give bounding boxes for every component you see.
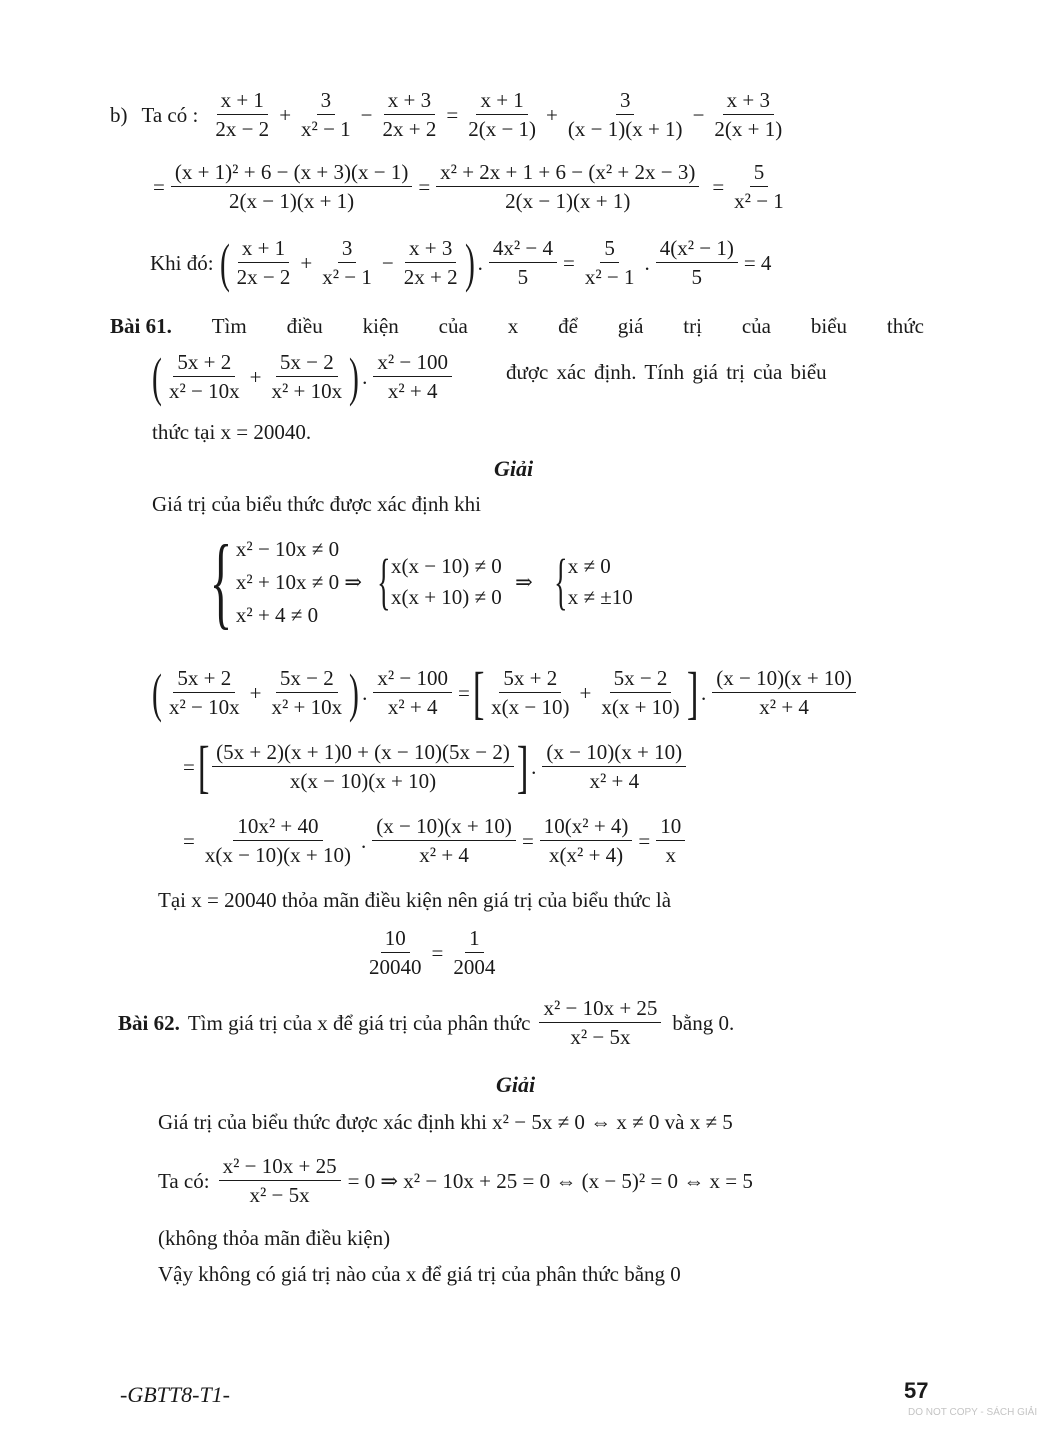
bai62-title: Bài 62. [118, 1010, 180, 1035]
fraction: $\frac{\text{10(x² + 4)}}{\text{x(x² + 4)}}$ [540, 816, 633, 866]
bai61-calc-line2: = [ $\frac{(5x + 2)(x + 1)0 + (x - 10)(5x - 2)}{x(x - 10)(x + 10)}$ ] . $\frac{(x - 10)(x + 10)}{\text{x² + 4}}$ [180, 738, 689, 796]
fraction: $\frac{5x + 2}{\text{x² − 10x}}$ [168, 666, 240, 719]
partb-intro: Ta có : [141, 102, 199, 127]
fraction: $\frac{5}{\text{x² − 1}}$ [734, 160, 784, 213]
system-1: { x² − 10x ≠ 0 x² + 10x ≠ 0 ⇒ x² + 4 ≠ 0 [209, 524, 362, 639]
bai61-condition-systems: { x² − 10x ≠ 0 x² + 10x ≠ 0 ⇒ x² + 4 ≠ 0 { x(x − 10) ≠ 0 x(x + 10) ≠ 0 ⇒ { x ≠ 0 x ≠ ±10 [196, 530, 633, 634]
bai62-equation: Ta có: $\frac{\text{x² − 10x + 25}}{\text{x² − 5x}}$ = 0 ⇒ x² − 10x + 25 = 0 ⇔ (x − 5)² = 0 ⇔ x = 5 [158, 1154, 753, 1207]
bai62-condition: Giá trị của biểu thức được xác định khi x² − 5x ≠ 0 ⇔ x ≠ 0 và x ≠ 5 [158, 1110, 733, 1134]
page-number: 57 [904, 1378, 929, 1403]
footer-book-code: -GBTT8-T1- [120, 1382, 231, 1407]
fraction: $\frac{\text{(x + 1)² + 6 − (x + 3)(x − 1)}}{2(x - 1)(x + 1)}$ [171, 162, 412, 212]
fraction: $\frac{3}{(x - 1)(x + 1)}$ [567, 88, 683, 141]
bai61-giai-heading: Giải [494, 456, 534, 481]
partb-line3: Khi đó: ( $\frac{x + 1}{2x - 2}$ + $\frac{3}{\text{x² − 1}}$ − $\frac{x + 3}{2x + 2}$ ) . $\frac{\text{4x² − 4}}{5}$ = $\frac{5}{\text{x² − 1}}$ . $\frac{\text{4(x² − 1)}}{5}$ = 4 [150, 233, 772, 293]
bai62-giai-heading: Giải [496, 1072, 536, 1097]
fraction: $\frac{x + 1}{2x - 2}$ [236, 236, 291, 289]
fraction: $\frac{\text{x² + 2x + 1 + 6 − (x² + 2x − 3)}}{2(x - 1)(x + 1)}$ [436, 162, 699, 212]
bai61-statement-line1: Bài 61. Tìm điều kiện của x để giá trị của biểu thức [110, 314, 924, 338]
fraction: $\frac{(x - 10)(x + 10)}{\text{x² + 4}}$ [372, 816, 516, 866]
fraction: $\frac{x + 3}{2x + 2}$ [403, 236, 458, 289]
fraction: $\frac{\text{4x² − 4}}{5}$ [489, 238, 557, 288]
bai62-conclusion: Vậy không có giá trị nào của x để giá trị của phân thức bằng 0 [158, 1262, 681, 1286]
partb-line2: = $\frac{\text{(x + 1)² + 6 − (x + 3)(x − 1)}}{2(x - 1)(x + 1)}$ = $\frac{\text{x² + 2x + 1 + 6 − (x² + 2x − 3)}}{2(x - 1)(x + 1)}$ = $\frac{5}{\text{x² − 1}}$ [150, 162, 791, 212]
fraction: $\frac{5x - 2}{x(x + 10)}$ [601, 666, 680, 719]
fraction: $\frac{\text{x² − 100}}{\text{x² + 4}}$ [373, 352, 452, 402]
fraction: $\frac{(x - 10)(x + 10)}{\text{x² + 4}}$ [712, 668, 856, 718]
watermark-logo: DO NOT COPY - SÁCH GIẢI [908, 1407, 1037, 1418]
bai61-final-value: $\frac{10}{20040}$ = $\frac{1}{2004}$ [362, 928, 502, 978]
fraction: $\frac{\text{4(x² − 1)}}{5}$ [656, 238, 738, 288]
bai61-statement-line2: được xác định. Tính giá trị của biểu [506, 360, 827, 384]
partb-label: b) [110, 102, 128, 127]
fraction: $\frac{5x - 2}{\text{x² + 10x}}$ [271, 666, 343, 719]
fraction: $\frac{3}{\text{x² − 1}}$ [322, 236, 372, 289]
khi-do-label: Khi đó: [150, 250, 214, 275]
fraction: $\frac{5}{\text{x² − 1}}$ [584, 236, 635, 289]
fraction: $\frac{10}{x}$ [656, 816, 685, 866]
fraction: $\frac{1}{2004}$ [453, 926, 496, 979]
fraction: $\frac{3}{\text{x² − 1}}$ [301, 88, 351, 141]
result: = 4 [743, 250, 772, 275]
bai61-calc-line3: = $\frac{\text{10x² + 40}}{x(x - 10)(x + 10)}$ . $\frac{(x - 10)(x + 10)}{\text{x² + 4}}$ = $\frac{\text{10(x² + 4)}}{\text{x(x² + 4)}}$ = $\frac{10}{x}$ [180, 816, 688, 866]
fraction: $\frac{\text{x² − 10x + 25}}{\text{x² − 5x}}$ [539, 998, 661, 1048]
fraction: $\frac{x + 1}{2(x - 1)}$ [468, 88, 537, 141]
system-3: { x ≠ 0 x ≠ ±10 [554, 548, 633, 616]
fraction: $\frac{5x + 2}{\text{x² − 10x}}$ [168, 350, 240, 403]
fraction: $\frac{\text{x² − 10x + 25}}{\text{x² − 5x}}$ [219, 1156, 341, 1206]
bai61-title: Bài 61. [110, 314, 172, 338]
fraction: $\frac{10}{20040}$ [369, 926, 422, 979]
bai61-cond-intro: Giá trị của biểu thức được xác định khi [152, 492, 481, 516]
system-2: { x(x − 10) ≠ 0 x(x + 10) ≠ 0 [377, 548, 502, 616]
partb-line1: b) Ta có : $\frac{x + 1}{2x - 2}$ + $\frac{3}{\text{x² − 1}}$ − $\frac{x + 3}{2x + 2}$ = $\frac{x + 1}{2(x - 1)}$ + $\frac{3}{(x - 1)(x + 1)}$ − $\frac{x + 3}{2(x + 1)}$ [110, 90, 789, 140]
fraction: $\frac{x + 1}{2x - 2}$ [215, 88, 270, 141]
fraction: $\frac{5x + 2}{x(x - 10)}$ [491, 666, 570, 719]
bai62-statement: Bài 62. Tìm giá trị của x để giá trị của phân thức $\frac{\text{x² − 10x + 25}}{\text{x² − 5x}}$ bằng 0. [118, 996, 735, 1049]
bai62-note: (không thỏa mãn điều kiện) [158, 1226, 391, 1250]
fraction: $\frac{(x - 10)(x + 10)}{\text{x² + 4}}$ [542, 742, 686, 792]
fraction: $\frac{5x - 2}{\text{x² + 10x}}$ [271, 350, 343, 403]
bai61-statement-line3: thức tại x = 20040. [152, 420, 312, 444]
fraction: $\frac{\text{x² − 100}}{\text{x² + 4}}$ [373, 668, 452, 718]
bai61-calc-line1: ( $\frac{5x + 2}{\text{x² − 10x}}$ + $\frac{5x - 2}{\text{x² + 10x}}$ ) . $\frac{\text{x² − 100}}{\text{x² + 4}}$ = [ $\frac{5x + 2}{x(x - 10)}$ + $\frac{5x - 2}{x(x + 10)}$ ] . $\frac{(x - 10)(x + 10)}{\text{x² + 4}}$ [152, 664, 859, 722]
bai61-conclusion: Tại x = 20040 thỏa mãn điều kiện nên giá trị của biểu thức là [158, 888, 672, 912]
fraction: $\frac{x + 3}{2(x + 1)}$ [714, 88, 783, 141]
fraction: $\frac{(5x + 2)(x + 1)0 + (x - 10)(5x - 2)}{x(x - 10)(x + 10)}$ [212, 742, 514, 792]
bai61-expression: ( $\frac{5x + 2}{\text{x² − 10x}}$ + $\frac{5x - 2}{\text{x² + 10x}}$ ) . $\frac{\text{x² − 100}}{\text{x² + 4}}$ [152, 350, 455, 404]
fraction: $\frac{x + 3}{2x + 2}$ [382, 88, 437, 141]
fraction: $\frac{\text{10x² + 40}}{x(x - 10)(x + 10)}$ [204, 814, 352, 867]
